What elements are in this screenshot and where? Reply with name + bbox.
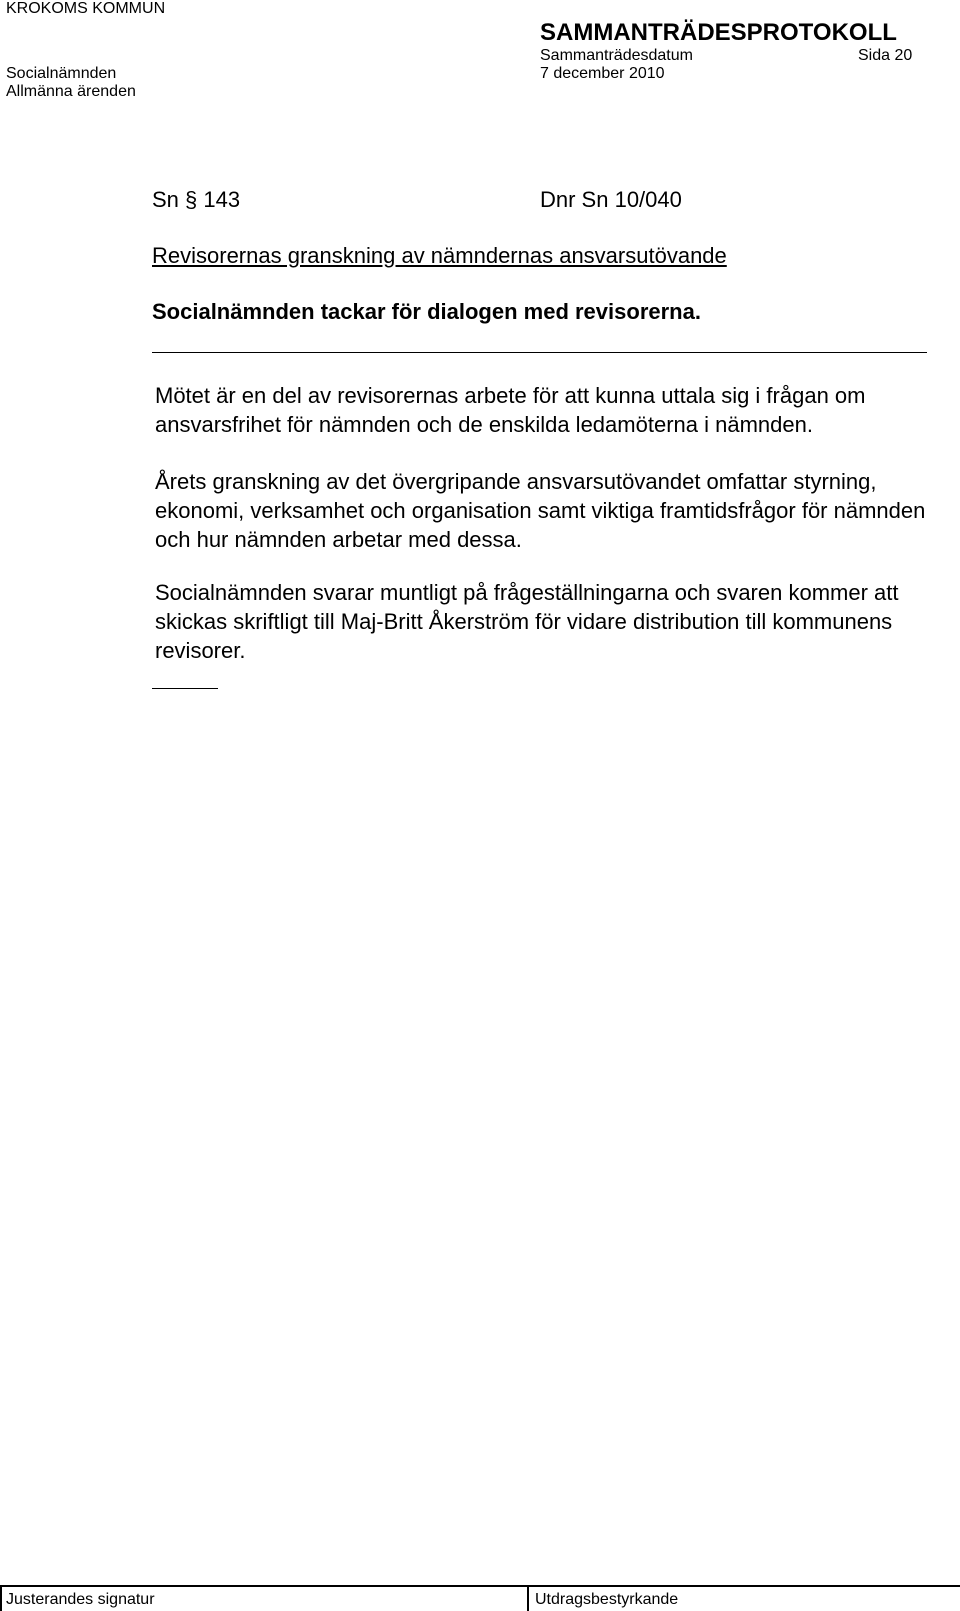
case-dnr: Dnr Sn 10/040 [540, 187, 682, 212]
municipality-name: KROKOMS KOMMUN [6, 0, 166, 17]
meeting-date: 7 december 2010 [540, 65, 665, 82]
page-number: Sida 20 [858, 47, 913, 64]
case-title: Revisorernas granskning av nämndernas ansvarsutövande [152, 243, 727, 268]
paragraph-review-scope: Årets granskning av det övergripande ansvarsutövandet omfattar styrning, ekonomi, verksamhet och organisation samt viktiga framtidsfrågor för nämnden och hur nämnden arbetar med dessa. [155, 469, 926, 552]
committee-name: Socialnämnden [6, 65, 117, 82]
footer-divider-middle [527, 1586, 529, 1611]
footer-divider-left [0, 1586, 2, 1611]
document-title: SAMMANTRÄDESPROTOKOLL [540, 19, 897, 46]
meeting-date-label: Sammanträdesdatum [540, 47, 693, 64]
footer-rule [0, 1585, 960, 1587]
section-number: Sn § 143 [152, 187, 241, 212]
signature-label: Justerandes signatur [6, 1591, 155, 1608]
closing-rule [152, 688, 218, 689]
certification-label: Utdragsbestyrkande [535, 1591, 679, 1608]
paragraph-meeting-purpose: Mötet är en del av revisorernas arbete för att kunna uttala sig i frågan om ansvarsfrihet för nämnden och de enskilda ledamöterna i nämnden. [155, 383, 866, 437]
case-category: Allmänna ärenden [6, 83, 136, 100]
paragraph-response: Socialnämnden svarar muntligt på frågeställningarna och svaren kommer att skickas skriftligt till Maj-Britt Åkerström för vidare distribution till kommunens revisorer. [155, 580, 899, 663]
decision-separator [152, 352, 927, 353]
decision-text: Socialnämnden tackar för dialogen med revisorerna. [152, 299, 701, 324]
